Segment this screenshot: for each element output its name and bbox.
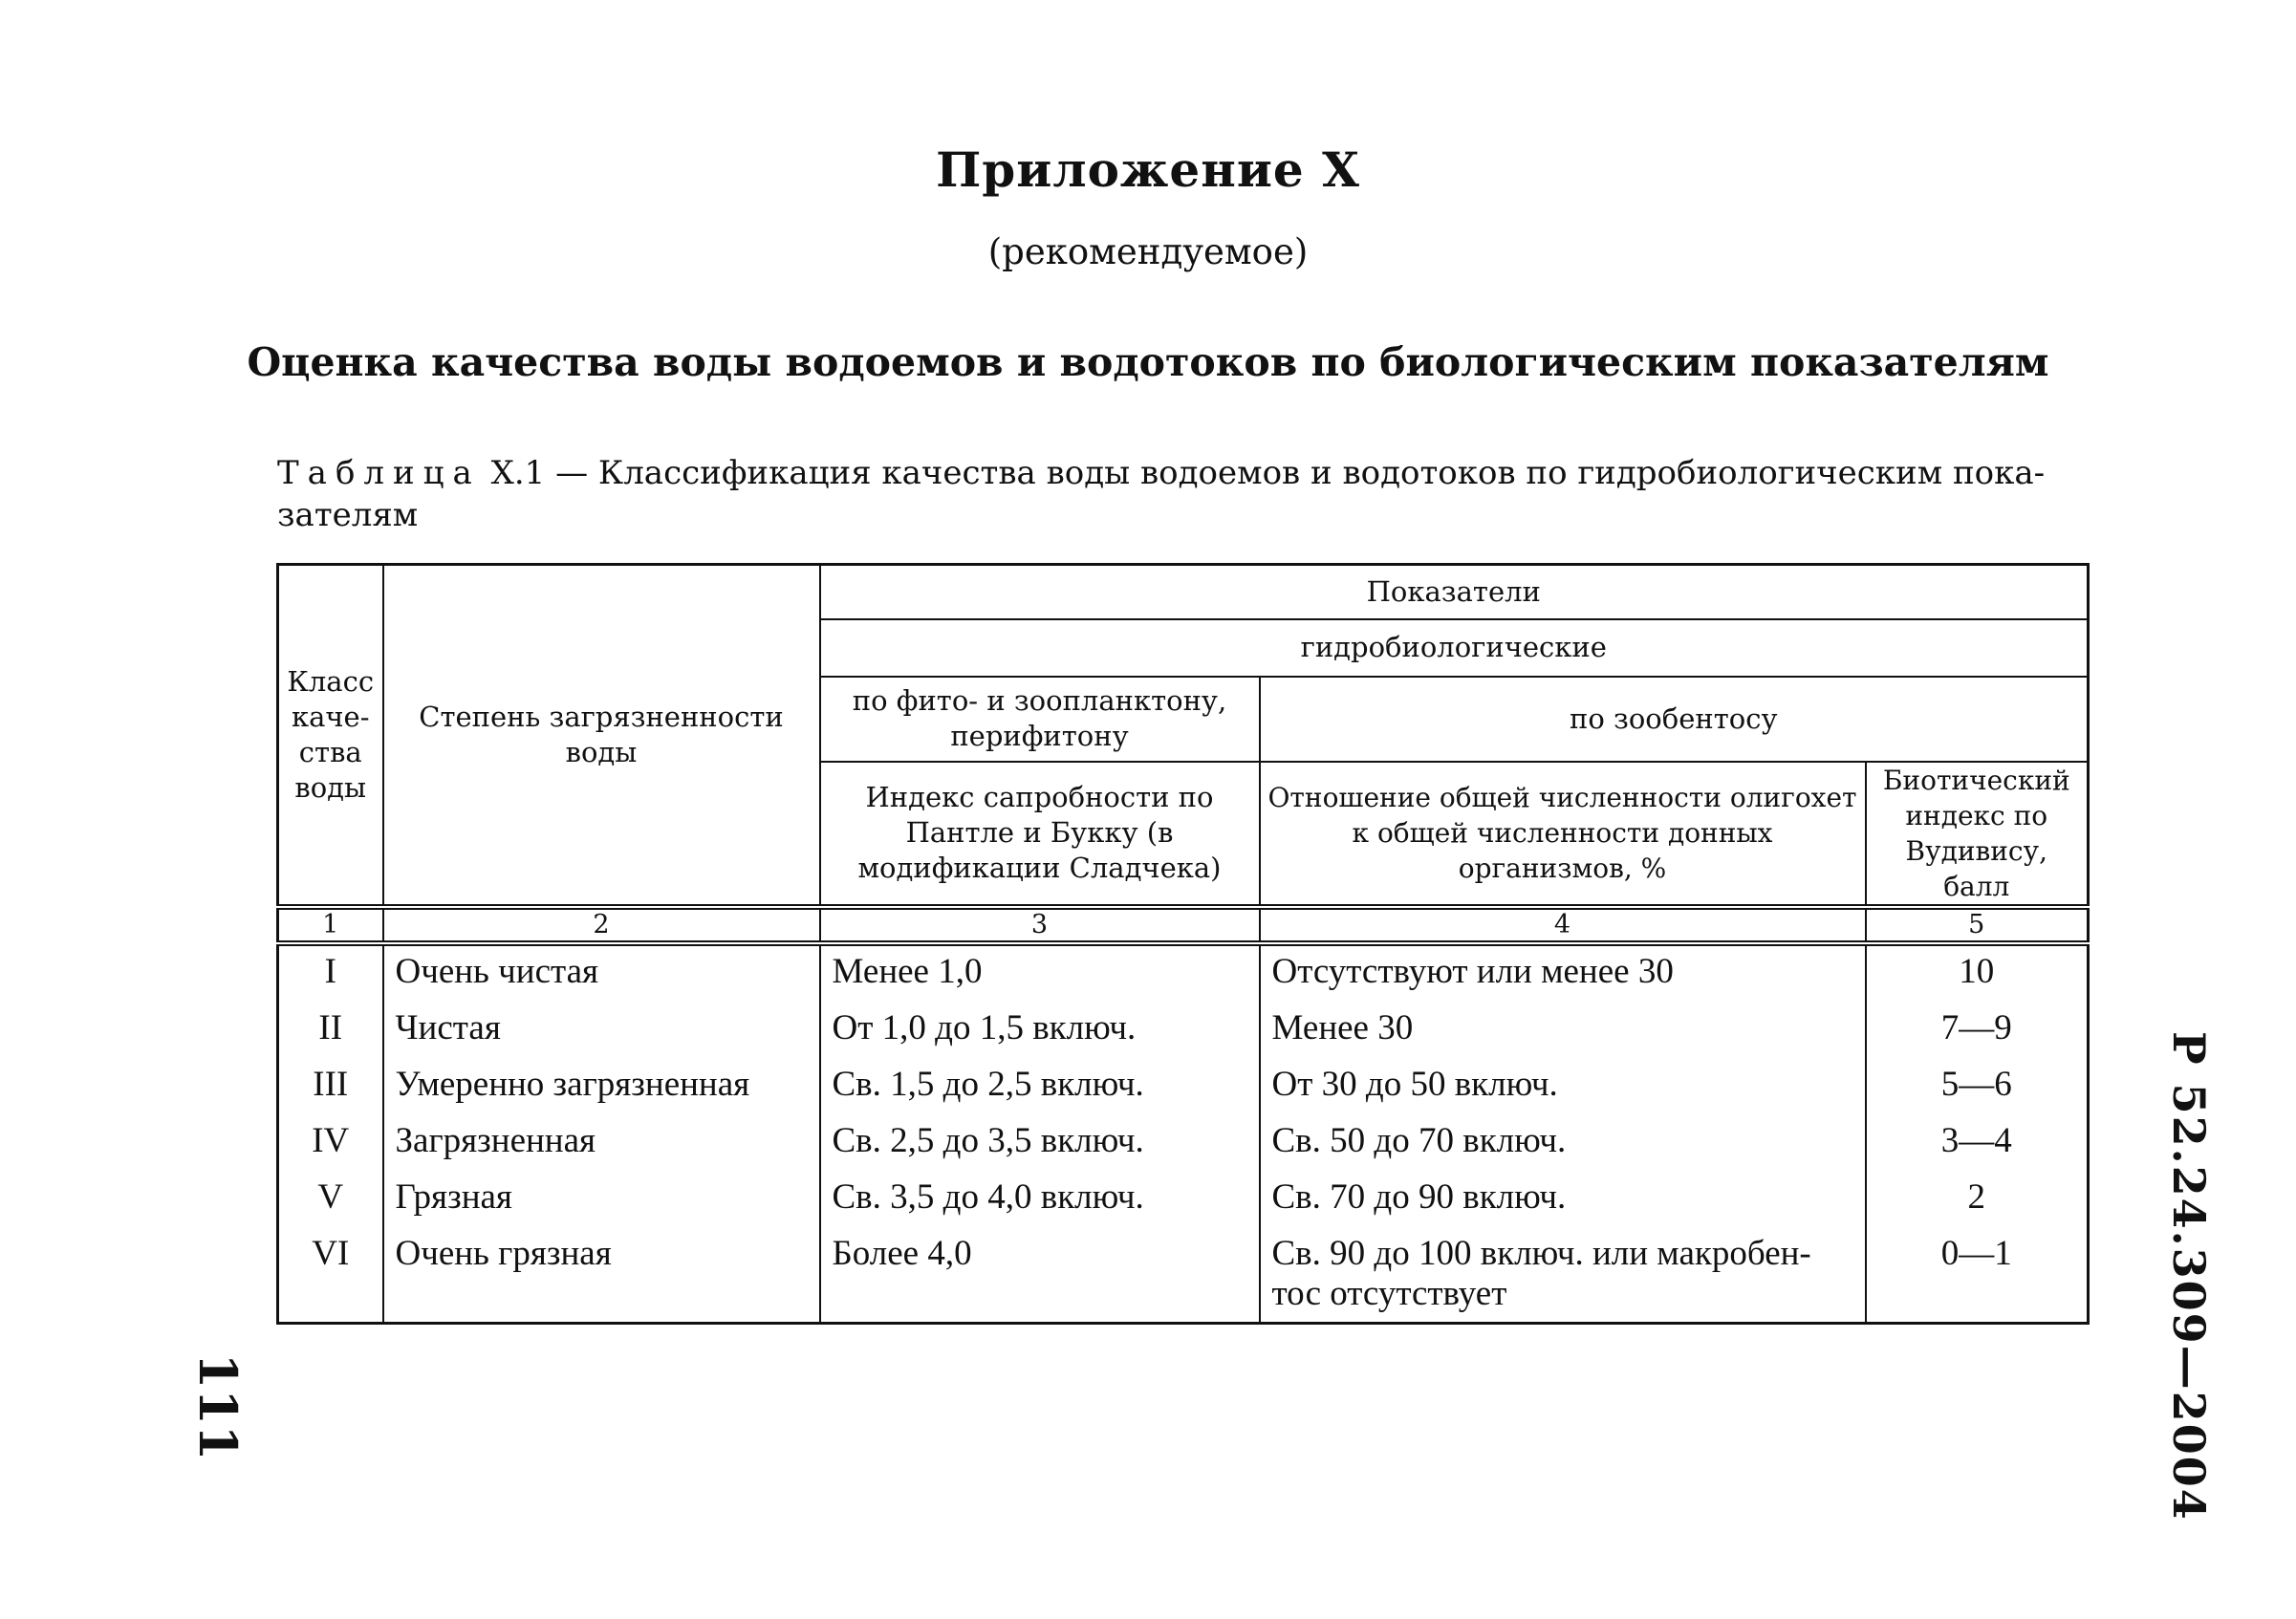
table-row	[278, 1172, 2089, 1228]
class-cell: III	[278, 1059, 383, 1115]
table-caption	[277, 452, 2093, 536]
column-number: 3	[820, 907, 1260, 943]
column-number: 2	[383, 907, 820, 943]
class-cell: VI	[278, 1228, 383, 1324]
appendix-status: (рекомендуемое)	[987, 231, 1309, 272]
oligochaete-cell: Св. 90 до 100 включ. или макробен- тос отсутствует	[1260, 1228, 1866, 1324]
saprobity-cell: Св. 2,5 до 3,5 включ.	[820, 1115, 1260, 1172]
header-zoobenthos: по зообентосу	[1260, 677, 2089, 762]
degree-cell: Очень грязная	[383, 1228, 820, 1324]
table-row	[278, 1003, 2089, 1059]
header-plankton: по фито- и зоопланктону, перифитону	[820, 677, 1260, 762]
header-indicators: Показатели	[820, 565, 2089, 619]
degree-cell: Очень чистая	[383, 943, 820, 1003]
saprobity-cell: Более 4,0	[820, 1228, 1260, 1324]
document-code: Р 52.24.309—2004	[2163, 1031, 2215, 1522]
biotic-cell: 10	[1866, 943, 2089, 1003]
header-oligochaete: Отношение общей численности олигохет к общей численности донных организмов, %	[1260, 762, 1866, 907]
oligochaete-cell: Отсутствуют или менее 30	[1260, 943, 1866, 1003]
degree-cell: Загрязненная	[383, 1115, 820, 1172]
biotic-cell: 5—6	[1866, 1059, 2089, 1115]
table-row	[278, 943, 2089, 1003]
classification-table	[276, 563, 2090, 1325]
class-cell: II	[278, 1003, 383, 1059]
header-pollution: Степень загрязненности воды	[383, 565, 820, 907]
oligochaete-cell: Менее 30	[1260, 1003, 1866, 1059]
class-cell: V	[278, 1172, 383, 1228]
biotic-cell: 7—9	[1866, 1003, 2089, 1059]
oligochaete-cell: Св. 50 до 70 включ.	[1260, 1115, 1866, 1172]
column-number: 4	[1260, 907, 1866, 943]
oligochaete-cell: От 30 до 50 включ.	[1260, 1059, 1866, 1115]
header-hydrobiological: гидробиологические	[820, 619, 2089, 677]
table-row	[278, 1115, 2089, 1172]
table-caption-text-2: зателям	[277, 496, 419, 534]
degree-cell: Умеренно загрязненная	[383, 1059, 820, 1115]
column-number: 1	[278, 907, 383, 943]
saprobity-cell: Св. 3,5 до 4,0 включ.	[820, 1172, 1260, 1228]
table-caption-text: X.1 — Классификация качества воды водоемов и водотоков по гидробиологическим пока-	[490, 454, 2046, 492]
biotic-cell: 0—1	[1866, 1228, 2089, 1324]
page-number: 111	[187, 1352, 249, 1461]
column-number: 5	[1866, 907, 2089, 943]
class-cell: IV	[278, 1115, 383, 1172]
saprobity-cell: Менее 1,0	[820, 943, 1260, 1003]
degree-cell: Чистая	[383, 1003, 820, 1059]
appendix-title: Приложение X	[936, 141, 1360, 198]
saprobity-cell: Св. 1,5 до 2,5 включ.	[820, 1059, 1260, 1115]
table-caption-label: Таблица	[277, 454, 481, 492]
table-row	[278, 1059, 2089, 1115]
header-biotic: Биотический индекс по Вудивису, балл	[1866, 762, 2089, 907]
biotic-cell: 2	[1866, 1172, 2089, 1228]
oligochaete-cell: Св. 70 до 90 включ.	[1260, 1172, 1866, 1228]
column-number-row	[278, 907, 2089, 943]
degree-cell: Грязная	[383, 1172, 820, 1228]
class-cell: I	[278, 943, 383, 1003]
table-row	[278, 1228, 2089, 1324]
section-title: Оценка качества воды водоемов и водотоков по биологическим показателям	[247, 339, 2049, 385]
saprobity-cell: От 1,0 до 1,5 включ.	[820, 1003, 1260, 1059]
biotic-cell: 3—4	[1866, 1115, 2089, 1172]
header-class: Класс каче- ства воды	[278, 565, 383, 907]
header-saprobity: Индекс сапробности по Пантле и Букку (в модификации Сладчека)	[820, 762, 1260, 907]
